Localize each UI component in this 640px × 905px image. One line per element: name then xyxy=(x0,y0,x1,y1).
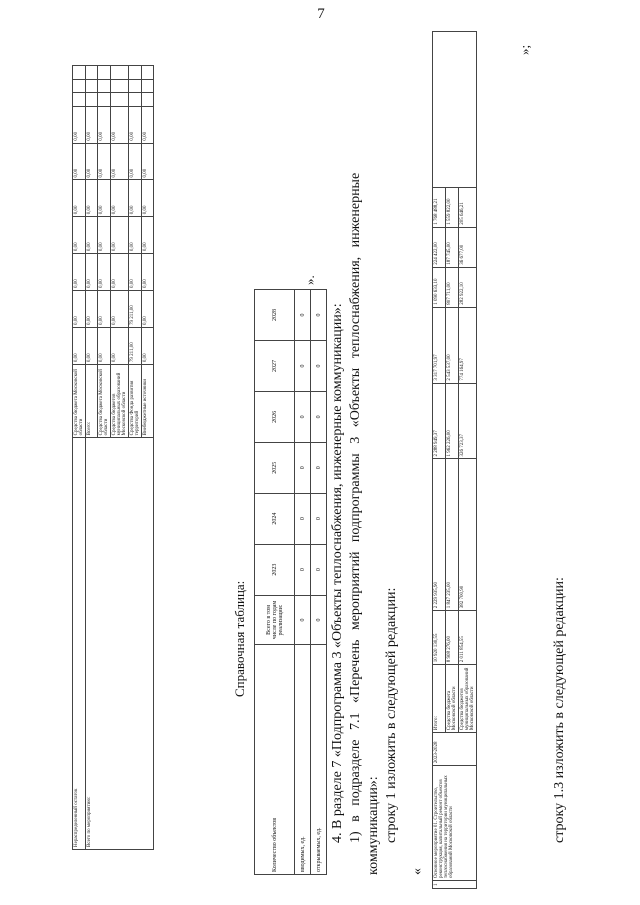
value-cell: 382 700,90 xyxy=(459,459,477,611)
value-cell: 0,00 xyxy=(111,180,129,217)
value-cell: 0 xyxy=(295,442,311,493)
value-cell: 0,00 xyxy=(129,180,142,217)
value-cell: 205 646,21 xyxy=(459,187,477,227)
value-cell: 1 847 235,00 xyxy=(446,459,459,611)
source-cell: Внебюджетные источники xyxy=(142,365,154,438)
value-cell: 0,00 xyxy=(86,254,98,291)
empty-cell xyxy=(98,93,111,107)
reference-row xyxy=(295,290,311,875)
value-cell: 0,00 xyxy=(86,217,98,254)
value-cell: 0,00 xyxy=(129,217,142,254)
value-cell: 224 422,00 xyxy=(433,227,446,267)
value-cell: 0 xyxy=(295,544,311,595)
value-cell: 2 288 949,37 xyxy=(433,383,446,459)
source-cell: Средства бюджета Московской области xyxy=(73,365,86,438)
empty-cell xyxy=(142,93,154,107)
empty-cell xyxy=(111,79,129,93)
value-cell: 0,00 xyxy=(111,143,129,180)
value-cell: 0,00 xyxy=(129,254,142,291)
value-cell: 0,00 xyxy=(142,290,154,327)
value-cell: 0 xyxy=(295,493,311,544)
value-cell: 0,00 xyxy=(98,180,111,217)
total-cell: 8 908 276,00 xyxy=(446,611,459,665)
value-cell: 0,00 xyxy=(86,290,98,327)
value-cell: 0,00 xyxy=(98,254,111,291)
value-cell: 0,00 xyxy=(98,328,111,365)
value-cell: 0 xyxy=(311,544,327,595)
value-cell: 1 962 226,00 xyxy=(446,383,459,459)
total-cell: 10 920 130,55 xyxy=(433,611,446,665)
empty-cell xyxy=(111,66,129,80)
reference-table xyxy=(254,289,327,875)
header-cell: 2025 xyxy=(255,442,295,493)
bottom-table-row xyxy=(433,32,446,889)
value-cell: 1 768 488,21 xyxy=(433,187,446,227)
empty-cell xyxy=(129,79,142,93)
open-quote: « xyxy=(410,868,425,875)
value-cell: 0,00 xyxy=(73,328,86,365)
row-label: Нераспределенный остаток xyxy=(73,438,86,850)
value-cell: 0,00 xyxy=(129,106,142,143)
event-name: Основное мероприятие 01. Строительство, реконструкция, капитальный ремонт объектов теплоснабжения на территории муниципальных образований Московской области xyxy=(433,766,477,881)
paragraph-1-line2: коммуникации»: xyxy=(366,776,381,875)
value-cell: 3 317 701,97 xyxy=(433,307,446,383)
row-label: Всего по мероприятию: xyxy=(86,438,154,850)
reference-row xyxy=(311,290,327,875)
empty-cell xyxy=(98,66,111,80)
value-cell: 0,00 xyxy=(73,180,86,217)
header-cell: 2027 xyxy=(255,340,295,391)
header-cell: 2024 xyxy=(255,493,295,544)
value-cell: 282 922,10 xyxy=(459,267,477,307)
value-cell: 79 211,00 xyxy=(129,290,142,327)
top-table-row xyxy=(73,66,86,850)
value-cell: 0,00 xyxy=(73,106,86,143)
value-cell: 0 xyxy=(311,391,327,442)
value-cell: 0,00 xyxy=(111,106,129,143)
source-cell: Средства бюджета Московской области xyxy=(446,665,459,733)
row-number: 1 xyxy=(433,881,477,889)
bottom-financing-table xyxy=(432,31,477,889)
value-cell: 0 xyxy=(295,290,311,341)
value-cell: 2 229 935,90 xyxy=(433,459,446,611)
top-table-row xyxy=(86,66,98,850)
value-cell: 0,00 xyxy=(73,254,86,291)
source-cell: Итого: xyxy=(433,665,446,733)
value-cell: 187 745,00 xyxy=(446,227,459,267)
value-cell: 0,00 xyxy=(73,143,86,180)
header-cell: 2023 xyxy=(255,544,295,595)
value-cell: 0,00 xyxy=(129,143,142,180)
value-cell: 0,00 xyxy=(73,217,86,254)
header-cell: 2026 xyxy=(255,391,295,442)
value-cell: 0 xyxy=(295,340,311,391)
years-cell: 2023-2028 xyxy=(433,733,477,766)
value-cell: 2 543 537,00 xyxy=(446,307,459,383)
value-cell: 0 xyxy=(311,493,327,544)
page-number: 7 xyxy=(317,6,325,22)
value-cell: 0,00 xyxy=(142,143,154,180)
value-cell: 326 723,37 xyxy=(459,383,477,459)
value-cell: 1 090 633,10 xyxy=(433,267,446,307)
empty-cell xyxy=(111,93,129,107)
source-cell: Всего: xyxy=(86,365,98,438)
source-cell: Средства Фонда развития территорий xyxy=(129,365,142,438)
value-cell: 0,00 xyxy=(142,328,154,365)
empty-cell xyxy=(433,32,477,188)
value-cell: 0,00 xyxy=(111,290,129,327)
empty-cell xyxy=(98,79,111,93)
empty-cell xyxy=(73,66,86,80)
row-label: вводимых, ед. xyxy=(295,645,311,875)
empty-cell xyxy=(129,93,142,107)
source-cell: Средства бюджетов муниципальных образований Московской области xyxy=(111,365,129,438)
value-cell: 1 559 822,00 xyxy=(446,187,459,227)
empty-cell xyxy=(86,66,98,80)
value-cell: 0,00 xyxy=(86,328,98,365)
reference-closing: ». xyxy=(302,275,317,285)
value-cell: 0,00 xyxy=(111,217,129,254)
value-cell: 0 xyxy=(311,340,327,391)
row-1-3-instruction: строку 1.3 изложить в следующей редакции: xyxy=(552,577,567,843)
value-cell: 0,00 xyxy=(111,254,129,291)
total-cell: 2 011 854,55 xyxy=(459,611,477,665)
value-cell: 0 xyxy=(311,290,327,341)
value-cell: 0,00 xyxy=(73,290,86,327)
empty-cell xyxy=(129,66,142,80)
value-cell: 807 711,00 xyxy=(446,267,459,307)
top-financing-table xyxy=(72,65,154,850)
value-cell: 0 xyxy=(311,442,327,493)
empty-cell xyxy=(142,79,154,93)
value-cell: 36 677,00 xyxy=(459,227,477,267)
value-cell: 0,00 xyxy=(98,106,111,143)
value-cell: 0,00 xyxy=(98,217,111,254)
value-cell: 0,00 xyxy=(98,290,111,327)
value-cell: 0 xyxy=(295,391,311,442)
value-cell: 0,00 xyxy=(142,254,154,291)
empty-cell xyxy=(73,79,86,93)
row-1-instruction: строку 1 изложить в следующей редакции: xyxy=(384,587,399,843)
value-cell: 0,00 xyxy=(86,143,98,180)
value-cell: 79 211,00 xyxy=(129,328,142,365)
value-cell: 0 xyxy=(311,595,327,645)
empty-cell xyxy=(86,79,98,93)
header-cell: Всего в том числе по годам реализации: xyxy=(255,595,295,645)
value-cell: 0,00 xyxy=(111,328,129,365)
row-label: открываемых, ед. xyxy=(311,645,327,875)
value-cell: 0,00 xyxy=(142,217,154,254)
value-cell: 0 xyxy=(295,595,311,645)
value-cell: 0,00 xyxy=(86,106,98,143)
value-cell: 0,00 xyxy=(86,180,98,217)
source-cell: Средства бюджета Московской области xyxy=(98,365,111,438)
empty-cell xyxy=(73,93,86,107)
close-semicolon: »; xyxy=(517,44,532,55)
empty-cell xyxy=(86,93,98,107)
source-cell: Средства бюджетов муниципальных образований Московской области xyxy=(459,665,477,733)
value-cell: 0,00 xyxy=(142,106,154,143)
reference-table-caption: Справочная таблица: xyxy=(232,580,247,697)
value-cell: 774 164,97 xyxy=(459,307,477,383)
value-cell: 0,00 xyxy=(98,143,111,180)
paragraph-1-line1: 1) в подразделе 7.1 «Перечень мероприятий подпрограммы 3 «Объекты теплоснабжения, инженерные xyxy=(348,172,363,843)
header-cell: 2028 xyxy=(255,290,295,341)
header-cell: Количество объектов xyxy=(255,645,295,875)
paragraph-4: 4. В разделе 7 «Подпрограмма 3 «Объекты теплоснабжения, инженерные коммуникации»: xyxy=(330,303,345,843)
value-cell: 0,00 xyxy=(142,180,154,217)
empty-cell xyxy=(142,66,154,80)
